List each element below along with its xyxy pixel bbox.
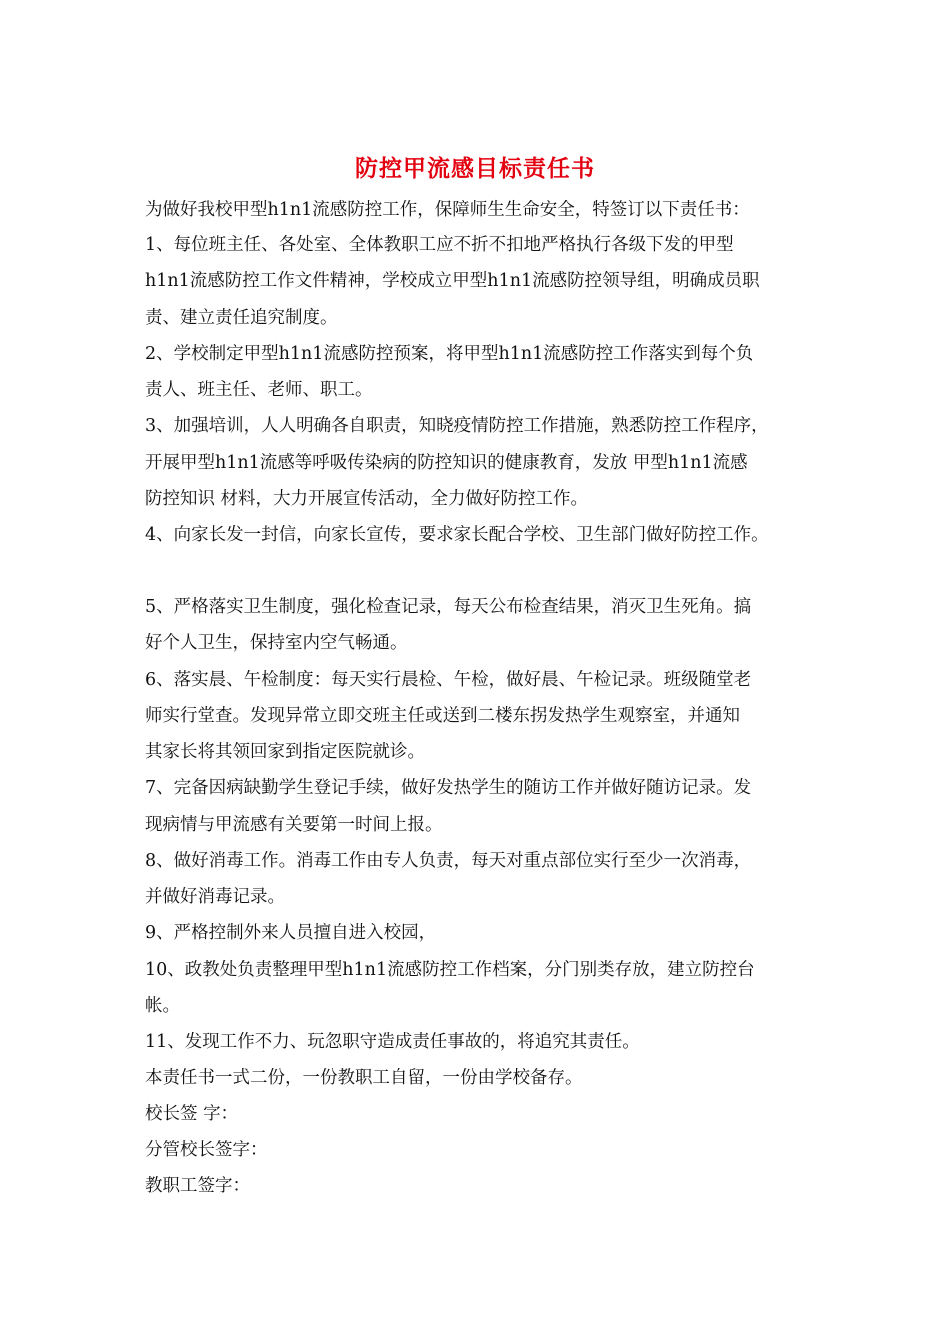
body-line: h1n1流感防控工作文件精神，学校成立甲型h1n1流感防控领导组，明确成员职 — [145, 271, 760, 291]
body-line: 其家长将其领回家到指定医院就诊。 — [145, 742, 425, 762]
body-line: 帐。 — [145, 996, 180, 1016]
document-title: 防控甲流感目标责任书 — [355, 156, 595, 182]
intro-line: 为做好我校甲型h1n1流感防控工作，保障师生生命安全，特签订以下责任书： — [145, 200, 750, 220]
body-line: 1、每位班主任、各处室、全体教职工应不折不扣地严格执行各级下发的甲型 — [145, 235, 734, 255]
body-line: 2、学校制定甲型h1n1流感防控预案，将甲型h1n1流感防控工作落实到每个负 — [145, 344, 754, 364]
principal-signature-label: 校长签 字： — [145, 1104, 239, 1124]
body-line: 责、建立责任追究制度。 — [145, 308, 338, 328]
body-line: 3、加强培训，人人明确各自职责，知晓疫情防控工作措施，熟悉防控工作程序， — [145, 416, 769, 436]
body-line: 师实行堂查。发现异常立即交班主任或送到二楼东拐发热学生观察室，并通知 — [145, 706, 740, 726]
staff-signature-label: 教职工签字： — [145, 1176, 250, 1196]
body-line: 并做好消毒记录。 — [145, 887, 285, 907]
body-line: 6、落实晨、午检制度：每天实行晨检、午检，做好晨、午检记录。班级随堂老 — [145, 670, 752, 690]
body-line: 8、做好消毒工作。消毒工作由专人负责，每天对重点部位实行至少一次消毒， — [145, 851, 752, 871]
body-line: 现病情与甲流感有关要第一时间上报。 — [145, 815, 443, 835]
body-line: 11、发现工作不力、玩忽职守造成责任事故的，将追究其责任。 — [145, 1032, 640, 1052]
body-line: 好个人卫生，保持室内空气畅通。 — [145, 633, 408, 653]
body-line: 9、严格控制外来人员擅自进入校园， — [145, 923, 437, 943]
closing-line: 本责任书一式二份，一份教职工自留，一份由学校备存。 — [145, 1068, 583, 1088]
vice-principal-signature-label: 分管校长签字： — [145, 1140, 268, 1160]
body-line: 4、向家长发一封信，向家长宣传，要求家长配合学校、卫生部门做好防控工作。 — [145, 525, 769, 545]
body-line: 防控知识 材料，大力开展宣传活动，全力做好防控工作。 — [145, 489, 589, 509]
body-line: 5、严格落实卫生制度，强化检查记录，每天公布检查结果，消灭卫生死角。搞 — [145, 597, 752, 617]
body-line: 责人、班主任、老师、职工。 — [145, 380, 373, 400]
body-line: 10、政教处负责整理甲型h1n1流感防控工作档案，分门别类存放，建立防控台 — [145, 960, 755, 980]
body-line: 7、完备因病缺勤学生登记手续，做好发热学生的随访工作并做好随访记录。发 — [145, 778, 752, 798]
body-line: 开展甲型h1n1流感等呼吸传染病的防控知识的健康教育，发放 甲型h1n1流感 — [145, 453, 748, 473]
